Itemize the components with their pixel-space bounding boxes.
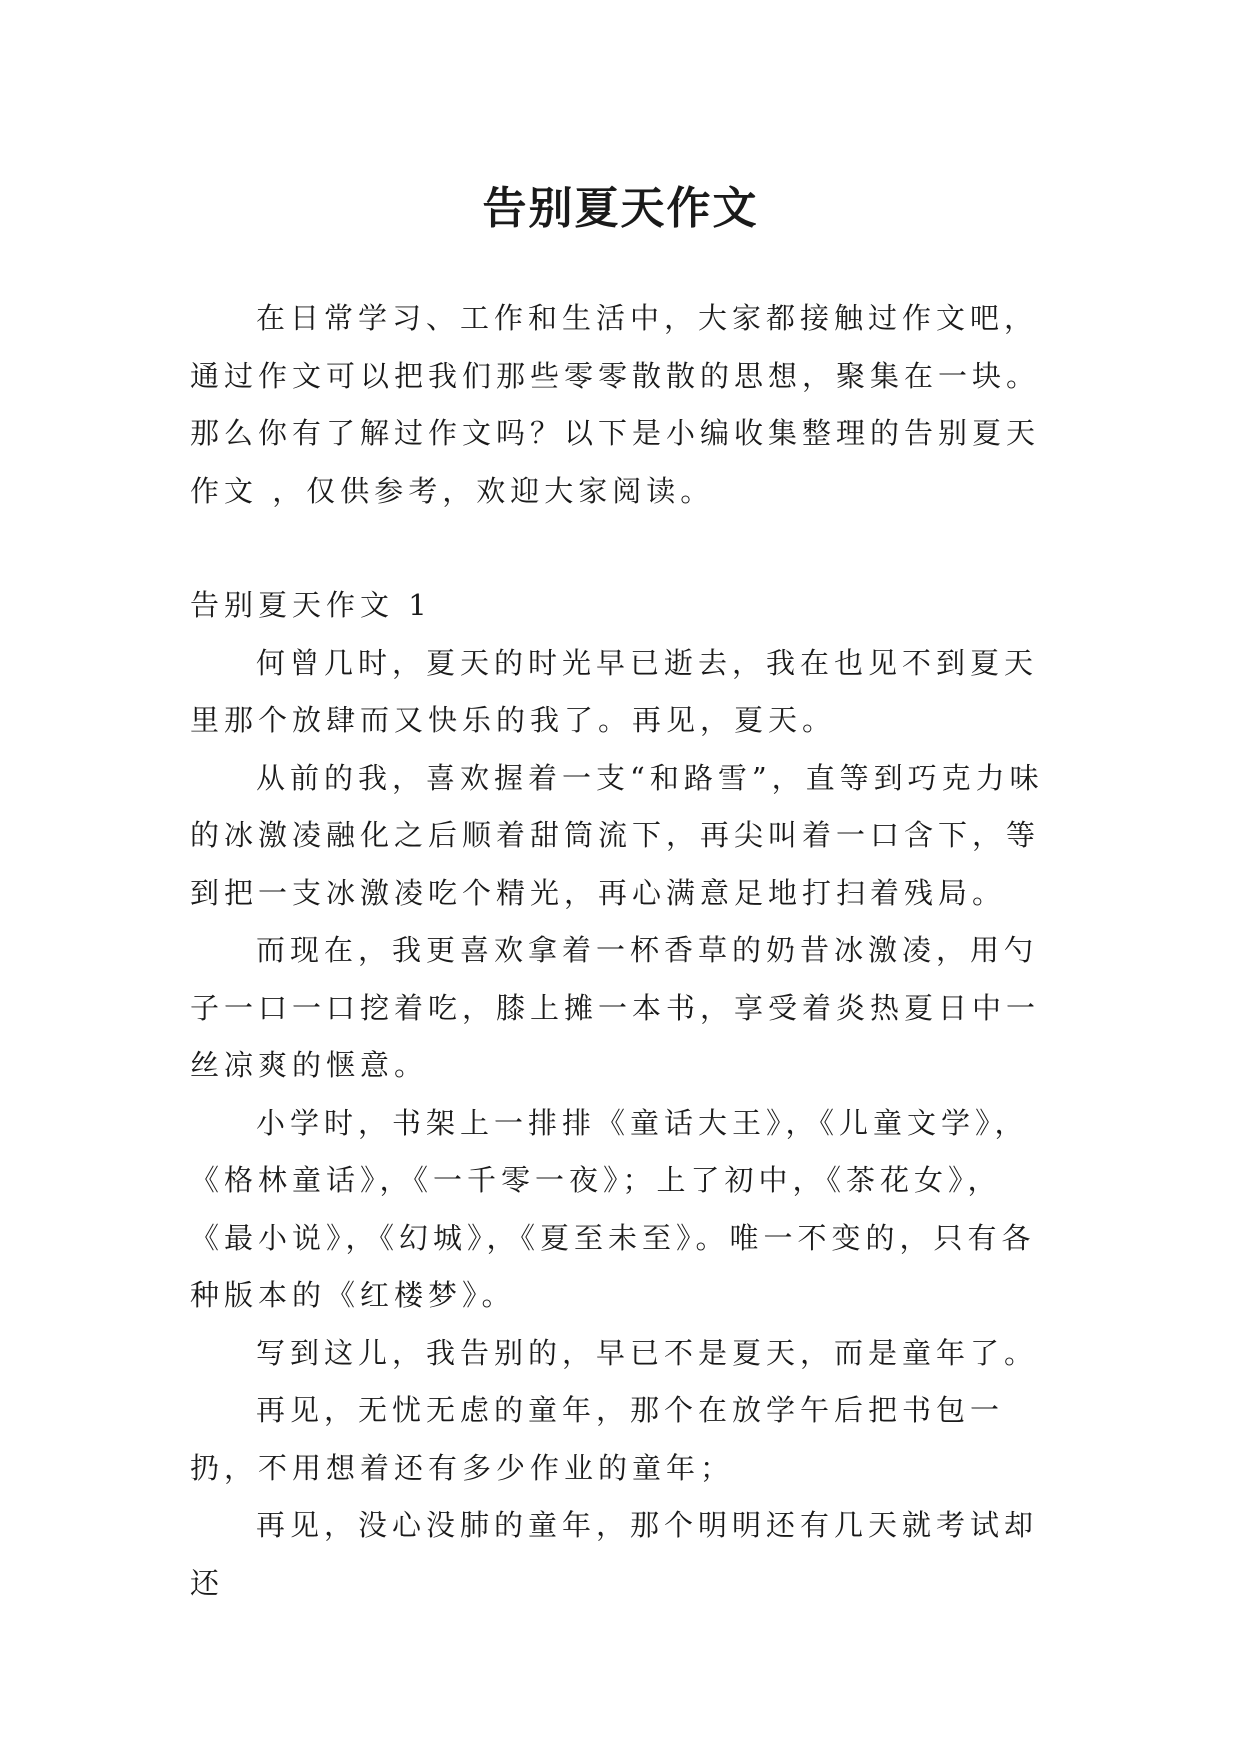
body-paragraph: 再见，无忧无虑的童年，那个在放学午后把书包一扔，不用想着还有多少作业的童年； (190, 1393, 1005, 1485)
document-body (190, 290, 1050, 1612)
document-title: 告别夏天作文 (482, 183, 759, 235)
body-paragraph: 再见，没心没肺的童年，那个明明还有几天就考试却还 (190, 1508, 1039, 1600)
intro-paragraph: 在日常学习、工作和生活中，大家都接触过作文吧，通过作文可以把我们那些零零散散的思想，聚集在一块。那么你有了解过作文吗？以下是小编收集整理的告别夏天作文 ，仅供参考，欢迎大家阅读。 (190, 301, 1041, 508)
body-paragraph: 而现在，我更喜欢拿着一杯香草的奶昔冰激凌，用勺子一口一口挖着吃，膝上摊一本书，享受着炎热夏日中一丝凉爽的惬意。 (190, 933, 1041, 1082)
body-paragraph: 写到这儿，我告别的，早已不是夏天，而是童年了。 (256, 1335, 1039, 1370)
section-heading: 告别夏天作文 1 (190, 588, 432, 622)
body-paragraph: 小学时，书架上一排排《童话大王》，《儿童文学》，《格林童话》，《一千零一夜》；上了初中，《茶花女》，《最小说》，《幻城》，《夏至未至》。唯一不变的，只有各种版本的《红楼梦》。 (190, 1105, 1036, 1312)
body-paragraph: 何曾几时，夏天的时光早已逝去，我在也见不到夏天里那个放肆而又快乐的我了。再见，夏天。 (190, 645, 1039, 737)
body-paragraph: 从前的我，喜欢握着一支“和路雪”，直等到巧克力味的冰激凌融化之后顺着甜筒流下，再尖叫着一口含下，等到把一支冰激凌吃个精光，再心满意足地打扫着残局。 (190, 760, 1044, 910)
